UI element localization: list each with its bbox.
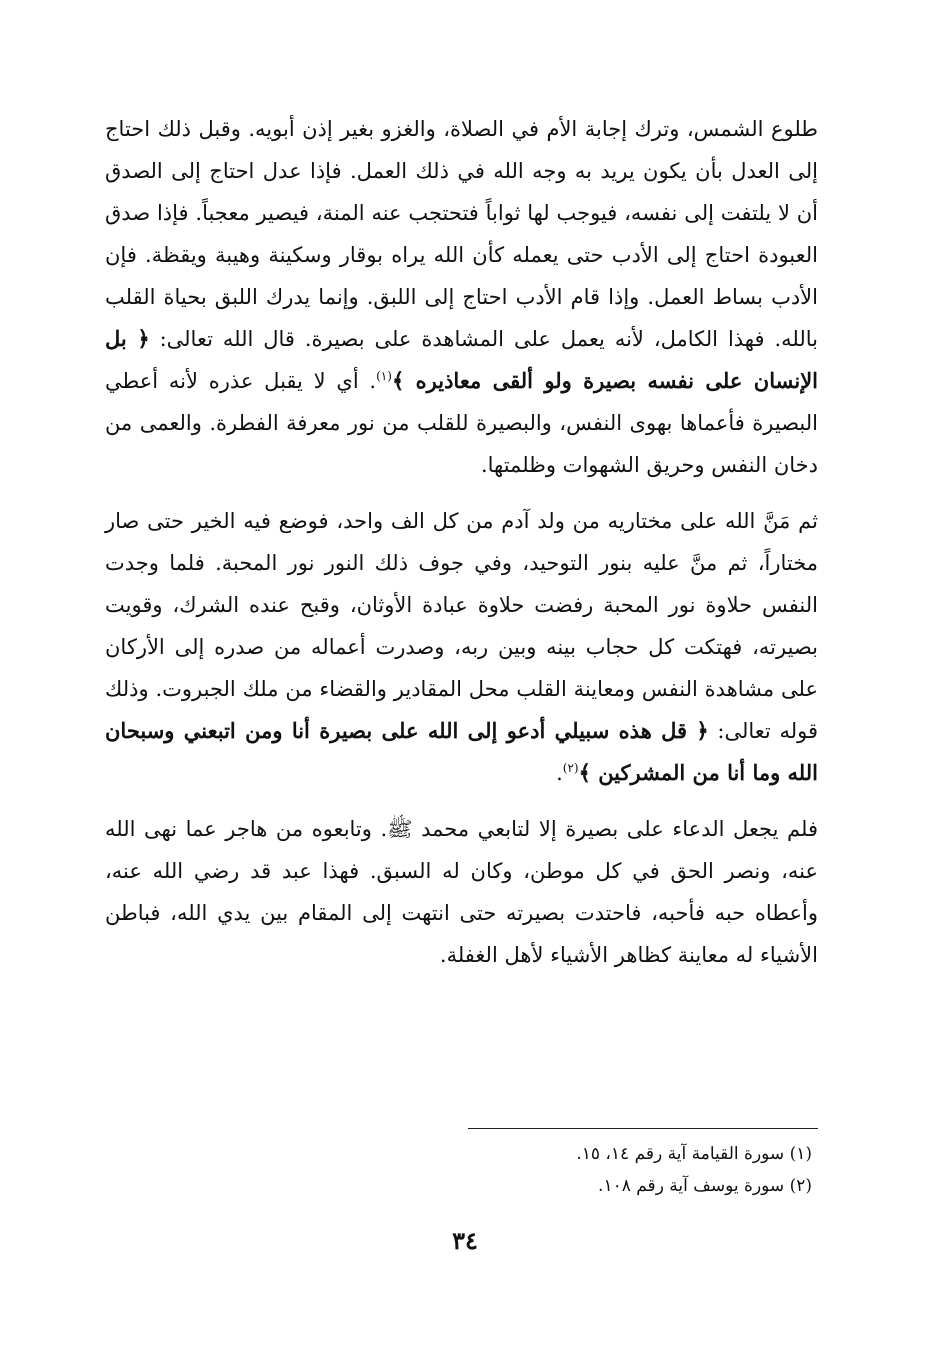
footnote-1: (١) سورة القيامة آية رقم ١٤، ١٥. — [576, 1144, 812, 1164]
quran-verse: ﴿ بل الإنسان على نفسه بصيرة ولو ألقى معاذيره ﴾ — [105, 326, 818, 393]
paragraph-text: . أي لا يقبل عذره لأنه أعطي البصيرة فأعماها بهوى النفس، والبصيرة للقلب من نور معرفة الفطرة. والعمى من دخان النفس وحريق الشهوات وظلمتها. — [105, 369, 818, 477]
footnote-2: (٢) سورة يوسف آية رقم ١٠٨. — [598, 1176, 812, 1196]
footnote-reference: (١) — [376, 369, 392, 383]
quran-verse: ﴿ قل هذه سبيلي أدعو إلى الله على بصيرة أنا ومن اتبعني وسبحان الله وما أنا من المشركين ﴾ — [105, 718, 818, 785]
paragraph-text: . — [556, 761, 563, 785]
footnote-reference: (٢) — [562, 761, 579, 775]
paragraph-text: طلوع الشمس، وترك إجابة الأم في الصلاة، والغزو بغير إذن أبويه. وقبل ذلك احتاج إلى العدل بأن يكون يريد به وجه الله في ذلك العمل. فإذا عدل احتاج إلى الصدق أن لا يلتفت إلى نفسه، فيوجب لها ثواباً فتحتجب عنه المنة، فيصير معجباً. فإذا صدق العبودة احتاج إلى الأدب حتى يعمله كأن الله يراه بوقار وسكينة وهيبة ويقظة. فإن الأدب بساط العمل. وإذا قام الأدب احتاج إلى اللبق. وإنما يدرك اللبق بحياة القلب بالله. فهذا الكامل، لأنه يعمل على المشاهدة على بصيرة. قال الله تعالى: — [105, 117, 818, 351]
footnotes — [212, 1138, 812, 1202]
paragraph-text: ثم مَنَّ الله على مختاريه من ولد آدم من كل الف واحد، فوضع فيه الخير حتى صار مختاراً، ثم منَّ عليه بنور التوحيد، وفي جوف ذلك النور نور المحبة. فلما وجدت النفس حلاوة نور المحبة رفضت حلاوة عبادة الأوثان، وقبح عنده الشرك، وقويت بصيرته، فهتكت كل حجاب بينه وبين ربه، وصدرت أعماله من صدره إلى الأركان على مشاهدة النفس ومعاينة القلب محل المقادير والقضاء من ملك الجبروت. وذلك قوله تعالى: — [105, 509, 818, 743]
paragraph-2 — [105, 500, 818, 794]
paragraph-text: فلم يجعل الدعاء على بصيرة إلا لتابعي محمد ﷺ. وتابعوه من هاجر عما نهى الله عنه، ونصر الحق في كل موطن، وكان له السبق. فهذا عبد قد رضي الله عنه، وأعطاه حبه فأحبه، فاحتدت بصيرته حتى انتهت إلى المقام بين يدي الله، فباطن الأشياء له معاينة كظاهر الأشياء لأهل الغفلة. — [105, 817, 818, 967]
paragraph-3 — [105, 808, 818, 976]
page-number: ٣٤ — [452, 1226, 478, 1255]
footnote-divider — [468, 1128, 818, 1129]
paragraph-1 — [105, 108, 818, 486]
